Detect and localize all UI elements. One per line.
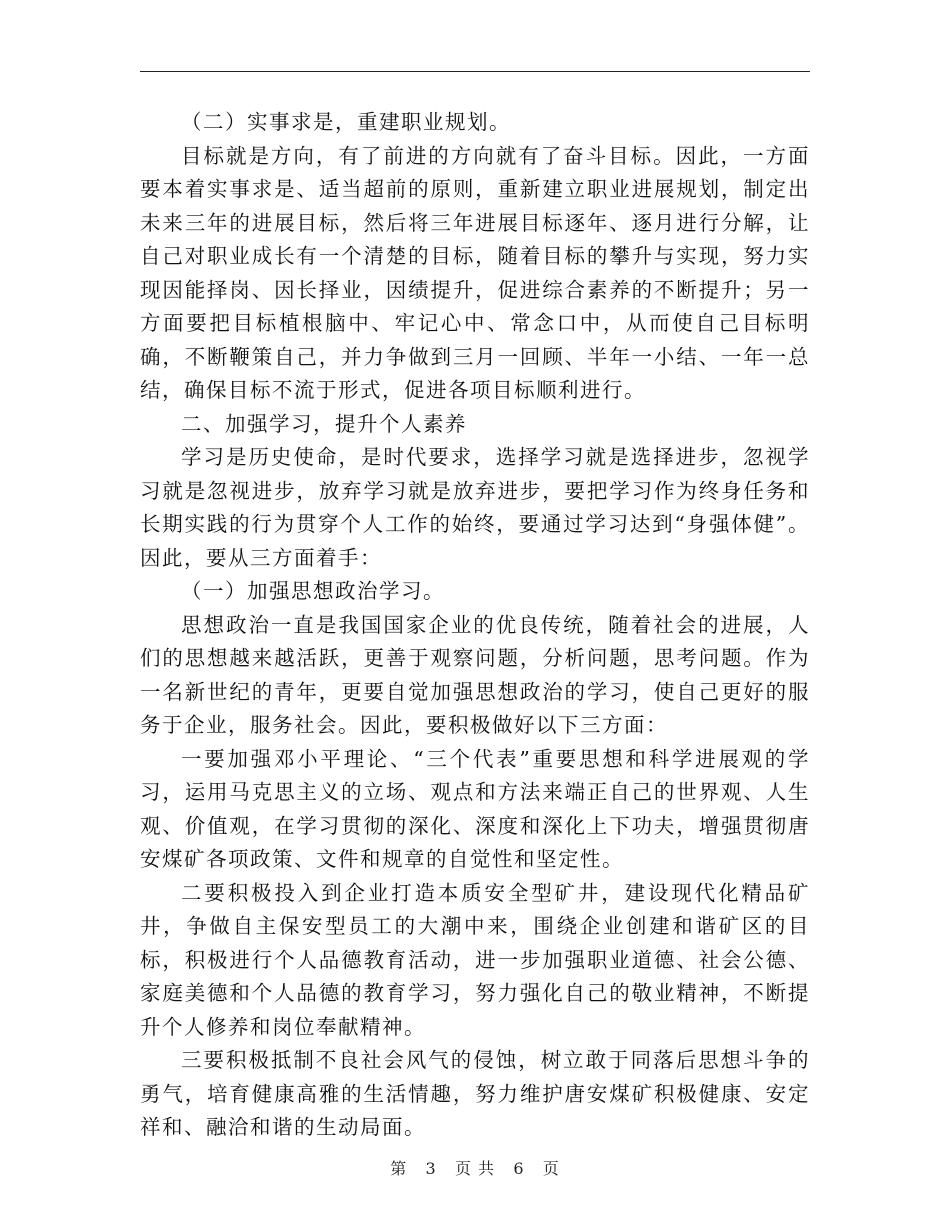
subsection-heading-political: （一）加强思想政治学习。 <box>181 579 445 603</box>
footer-prefix: 第 <box>390 1159 408 1178</box>
document-body <box>140 106 810 1145</box>
paragraph-career-goals: 目标就是方向，有了前进的方向就有了奋斗目标。因此，一方面要本着实事求是、适当超前的原则，重新建立职业进展规划，制定出未来三年的进展目标，然后将三年进展目标逐年、逐月进行分解，让自己对职业成长有一个清楚的目标，随着目标的攀升与实现，努力实现因能择岗、因长择业，因绩提升，促进综合素养的不断提升；另一方面要把目标植根脑中、牢记心中、常念口中，从而使自己目标明确，不断鞭策自己，并力争做到三月一回顾、半年一小结、一年一总结，确保目标不流于形式，促进各项目标顺利进行。 <box>140 143 810 402</box>
header-rule <box>140 71 810 72</box>
paragraph-political-study: 思想政治一直是我国国家企业的优良传统，随着社会的进展，人们的思想越来越活跃，更善于观察问题，分析问题，思考问题。作为一名新世纪的青年，更要自觉加强思想政治的学习，使自己更好的服务于企业，服务社会。因此，要积极做好以下三方面： <box>140 612 810 737</box>
section-heading-learning: 二、加强学习，提升个人素养 <box>181 411 467 436</box>
paragraph-point-one: 一要加强邓小平理论、“三个代表”重要思想和科学进展观的学习，运用马克思主义的立场、观点和方法来端正自己的世界观、人生观、价值观，在学习贯彻的深化、深度和深化上下功夫，增强贯彻唐安煤矿各项政策、文件和规章的自觉性和坚定性。 <box>140 746 810 871</box>
footer-middle: 页 共 <box>454 1159 496 1178</box>
page-footer <box>0 1156 950 1179</box>
section-heading-practical: （二）实事求是，重建职业规划。 <box>181 110 511 134</box>
footer-total-pages: 6 <box>513 1159 525 1178</box>
paragraph-point-two: 二要积极投入到企业打造本质安全型矿井，建设现代化精品矿井，争做自主保安型员工的大潮中来，围绕企业创建和谐矿区的目标，积极进行个人品德教育活动，进一步加强职业道德、社会公德、家庭美德和个人品德的教育学习，努力强化自己的敬业精神，不断提升个人修养和岗位奉献精神。 <box>140 880 810 1039</box>
paragraph-point-three: 三要积极抵制不良社会风气的侵蚀，树立敢于同落后思想斗争的勇气，培育健康高雅的生活情趣，努力维护唐安煤矿积极健康、安定祥和、融洽和谐的生动局面。 <box>140 1048 810 1139</box>
footer-suffix: 页 <box>542 1159 560 1178</box>
paragraph-learning-mission: 学习是历史使命，是时代要求，选择学习就是选择进步，忽视学习就是忽视进步，放弃学习就是放弃进步，要把学习作为终身任务和长期实践的行为贯穿个人工作的始终，要通过学习达到“身强体健”。因此，要从三方面着手： <box>140 445 810 570</box>
footer-current-page: 3 <box>425 1159 437 1178</box>
